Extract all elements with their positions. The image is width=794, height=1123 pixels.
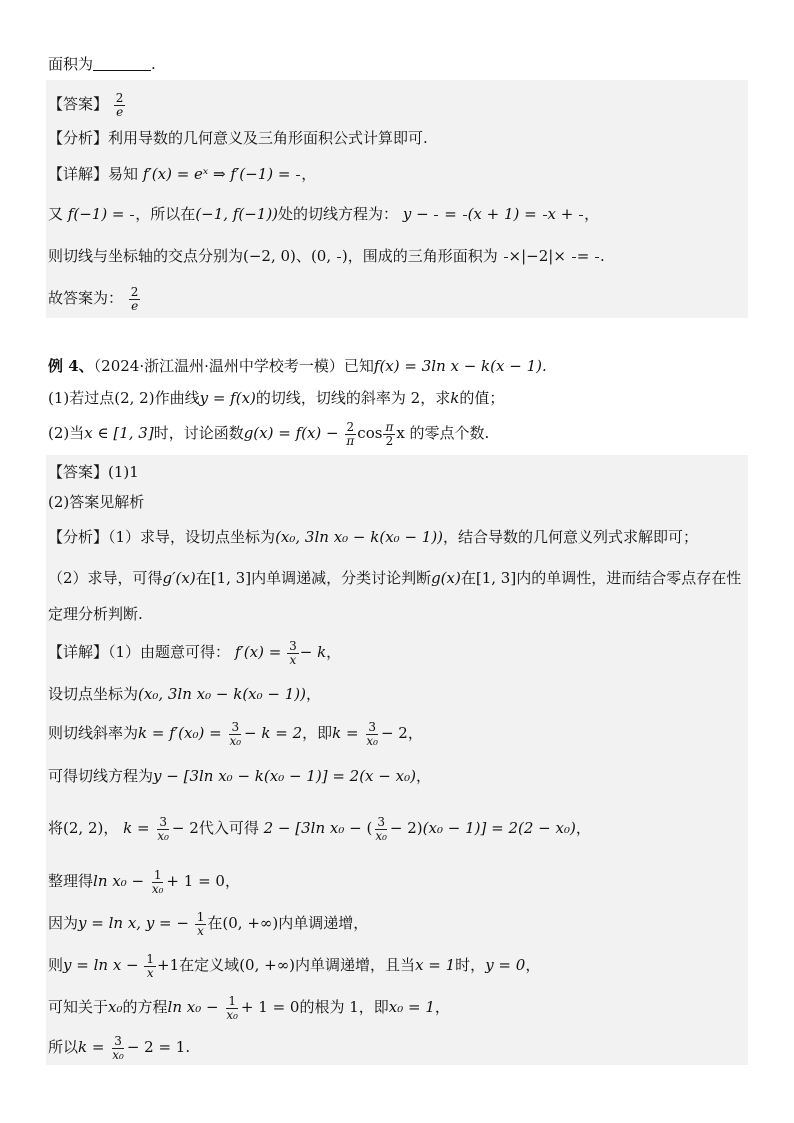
detail-line-7: 整理得ln x₀ − $\frac{1}{\text{x₀}}$ + 1 = 0， xyxy=(48,867,240,896)
detail-line-11: 所以k = $\frac{3}{\text{x₀}}$ − 2 = 1. xyxy=(48,1033,191,1062)
detail-line-1: 【详解】易知 f′(x) = eˣ ⇒ f′(−1) = ， xyxy=(48,165,317,183)
answer-line-2: 【答案】(1)1 xyxy=(48,463,139,481)
tangent-line: 又 f(−1) = ，所以在(−1, f(−1))处的切线方程为： y − = (x + 1) = x + ， xyxy=(48,205,600,223)
answer-line-3: (2)答案见解析 xyxy=(48,493,145,511)
solution-box-1 xyxy=(46,80,748,318)
area-question-line xyxy=(48,54,156,74)
intersection-line: 则切线与坐标轴的交点分别为(−2, 0)、(0, )，围成的三角形面积为 ×|−2|× = . xyxy=(48,247,605,265)
analysis-line-1 xyxy=(48,128,428,148)
analysis-line-4: 定理分析判断. xyxy=(48,605,143,623)
detail-label: 【详解】 xyxy=(48,165,109,183)
analysis-line-3: （2）求导，可得g′(x)在[1, 3]内单调递减，分类讨论判断g(x)在[1, 3]内的单调性，进而结合零点存在性 xyxy=(48,569,742,587)
detail-line-3: 设切点坐标为(x₀, 3ln x₀ − k(x₀ − 1))， xyxy=(48,685,322,703)
answer-line-1 xyxy=(48,90,126,118)
example-4-title: 例 4、（2024·浙江温州·温州中学校考一模）已知f(x) = 3ln x − k(x − 1). xyxy=(48,357,547,375)
answer-blank xyxy=(93,56,151,71)
question-2: (2)当x ∈ [1, 3]时，讨论函数g(x) = f(x) − $\frac{2}{\pi}$ cos $\frac{\pi}{2}$ x 的零点个数. xyxy=(48,419,490,448)
analysis-label: 【分析】 xyxy=(48,129,109,147)
detail-line-8: 因为y = ln x, y = − $\frac{1}{x}$ 在(0, +∞)内单调递增， xyxy=(48,909,369,938)
question-1: (1)若过点(2, 2)作曲线y = f(x)的切线，切线的斜率为 2，求k的值； xyxy=(48,389,505,407)
area-suffix: . xyxy=(151,55,156,73)
fraction-1-over-e xyxy=(296,175,300,176)
detail-line-6: 将(2, 2)， k = $\frac{3}{\text{x₀}}$ − 2代入可得 2 − [3ln x₀ − ( $\frac{3}{\text{x₀}}$ − 2)(x₀ − 1)] = 2(2 − x₀)， xyxy=(48,814,591,843)
final-answer-line: 故答案为： $\frac{2}{e}$ xyxy=(48,284,139,313)
detail-line-4: 则切线斜率为k = f′(x₀) = $\frac{3}{\text{x₀}}$ − k = 2，即k = $\frac{3}{\text{x₀}}$ − 2， xyxy=(48,719,423,748)
answer-label: 【答案】 xyxy=(48,95,109,113)
detail-line-2: 【详解】（1）由题意可得： f′(x) = $\frac{3}{x}$ − k， xyxy=(48,638,342,667)
detail-line-5: 可得切线方程为y − [3ln x₀ − k(x₀ − 1)] = 2(x − x₀)， xyxy=(48,767,431,785)
area-prefix: 面积为 xyxy=(48,55,94,73)
analysis-text: 利用导数的几何意义及三角形面积公式计算即可. xyxy=(108,129,428,147)
analysis-line-2: 【分析】（1）求导，设切点坐标为(x₀, 3ln x₀ − k(x₀ − 1))，结合导数的几何意义列式求解即可； xyxy=(48,528,699,546)
detail-line-9: 则y = ln x − $\frac{1}{x}$ +1在定义域(0, +∞)内单调递增，且当x = 1时，y = 0， xyxy=(48,951,541,980)
answer-fraction: $\frac{2}{e}$ xyxy=(115,90,124,119)
derivative-formula: f′(x) = eˣ ⇒ f′(−1) = xyxy=(142,165,291,183)
detail-line-10: 可知关于x₀的方程ln x₀ − $\frac{1}{\text{x₀}}$ + 1 = 0的根为 1，即x₀ = 1， xyxy=(48,993,450,1022)
